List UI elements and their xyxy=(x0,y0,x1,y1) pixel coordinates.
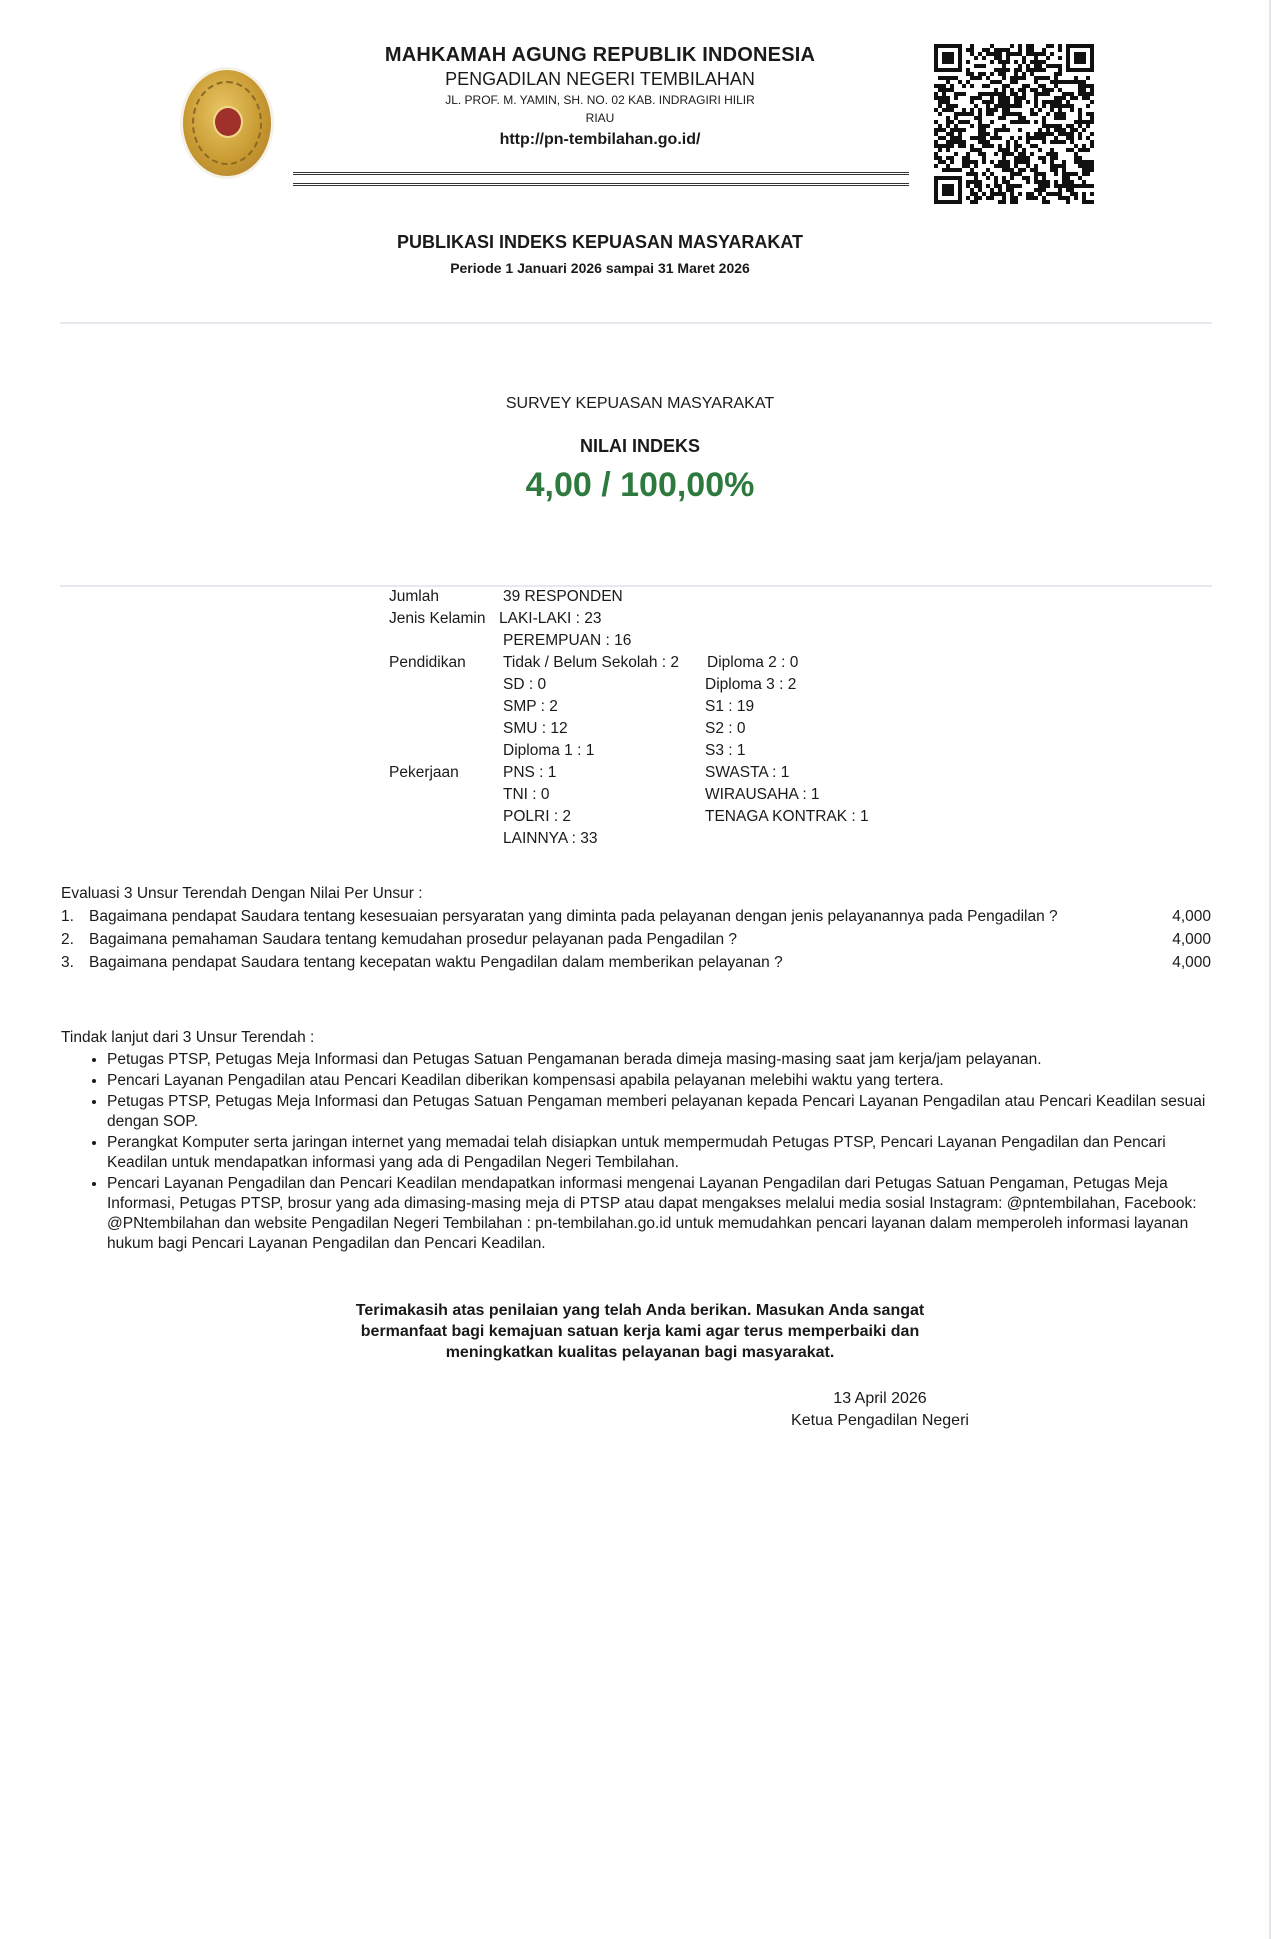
education-item: Diploma 3 : 2 xyxy=(705,676,797,693)
section-divider xyxy=(60,322,1212,324)
section-divider xyxy=(60,585,1212,587)
jumlah-value: 39 RESPONDEN xyxy=(503,588,623,605)
followup-list xyxy=(61,1050,1221,1254)
thank-you-note xyxy=(300,1300,980,1363)
address-line-2: RIAU xyxy=(585,111,615,125)
item-score: 4,000 xyxy=(1172,908,1211,925)
signature-block xyxy=(760,1388,1000,1432)
followup-item: • Pencari Layanan Pengadilan dan Pencari Keadilan mendapatkan informasi mengenai Layanan Pengadilan dari Petugas Satuan Pengaman, Petugas Meja Informasi, Petugas PTSP, brosur yang ada dimasing-masing meja di PTSP atau dapat mengakses melalui media sosial Instagram: @pntembilahan, Facebook: @PNtembilahan dan website Pengadilan Negeri Tembilahan : pn-tembilahan.go.id untuk memudahkan pencari layanan dalam memperoleh informasi layanan hukum bagi Pencari Layanan Pengadilan dan Pencari Keadilan. xyxy=(107,1174,1221,1254)
education-label: Pendidikan xyxy=(389,654,466,671)
education-item: S3 : 1 xyxy=(705,742,746,759)
job-label: Pekerjaan xyxy=(389,764,459,781)
followup-section xyxy=(61,1028,1221,1255)
court-name: MAHKAMAH AGUNG REPUBLIK INDONESIA xyxy=(384,44,816,66)
item-number: 1. xyxy=(61,908,74,925)
website-url: http://pn-tembilahan.go.id/ xyxy=(499,131,701,148)
jumlah-label: Jumlah xyxy=(389,588,439,605)
education-item: SMP : 2 xyxy=(503,698,558,715)
item-text: Bagaimana pemahaman Saudara tentang kemudahan prosedur pelayanan pada Pengadilan ? xyxy=(89,931,738,948)
followup-item: • Pencari Layanan Pengadilan atau Pencari Keadilan diberikan kompensasi apabila pelayanan melebihi waktu yang tertera. xyxy=(107,1071,1221,1091)
followup-item: • Petugas PTSP, Petugas Meja Informasi dan Petugas Satuan Pengamanan berada dimeja masing-masing saat jam kerja/jam pelayanan. xyxy=(107,1050,1221,1070)
thanks-line: meningkatkan kualitas pelayanan bagi masyarakat. xyxy=(445,1344,835,1361)
evaluation-section xyxy=(61,884,1211,976)
education-item: Diploma 1 : 1 xyxy=(503,742,595,759)
signature-date: 13 April 2026 xyxy=(833,1390,927,1407)
female-count: PEREMPUAN : 16 xyxy=(503,632,632,649)
address-line-1: JL. PROF. M. YAMIN, SH. NO. 02 KAB. INDRAGIRI HILIR xyxy=(445,93,755,107)
job-item: POLRI : 2 xyxy=(503,808,572,825)
survey-label: SURVEY KEPUASAN MASYARAKAT xyxy=(505,395,775,412)
branch-name: PENGADILAN NEGERI TEMBILAHAN xyxy=(445,69,755,89)
job-item: SWASTA : 1 xyxy=(705,764,790,781)
publication-period: Periode 1 Januari 2026 sampai 31 Maret 2026 xyxy=(450,260,750,276)
item-score: 4,000 xyxy=(1172,954,1211,971)
item-number: 3. xyxy=(61,954,74,971)
evaluation-item xyxy=(61,953,1211,973)
item-text: Bagaimana pendapat Saudara tentang kecepatan waktu Pengadilan dalam memberikan pelayanan ? xyxy=(89,954,783,971)
letterhead xyxy=(290,44,910,149)
evaluation-title: Evaluasi 3 Unsur Terendah Dengan Nilai Per Unsur : xyxy=(61,885,423,902)
gender-label: Jenis Kelamin xyxy=(389,610,486,627)
education-item: S2 : 0 xyxy=(705,720,746,737)
header-divider xyxy=(293,172,909,186)
job-item: TNI : 0 xyxy=(503,786,550,803)
education-item: SMU : 12 xyxy=(503,720,568,737)
item-score: 4,000 xyxy=(1172,931,1211,948)
male-count: LAKI-LAKI : 23 xyxy=(499,610,602,627)
education-item: Tidak / Belum Sekolah : 2 xyxy=(503,654,680,671)
job-item: PNS : 1 xyxy=(503,764,557,781)
thanks-line: Terimakasih atas penilaian yang telah Anda berikan. Masukan Anda sangat xyxy=(355,1302,925,1319)
followup-item: • Perangkat Komputer serta jaringan internet yang memadai telah disiapkan untuk mempermudah Petugas PTSP, Pencari Layanan Pengadilan dan Pencari Keadilan untuk mendapatkan informasi yang ada di Pengadilan Negeri Tembilahan. xyxy=(107,1133,1221,1173)
item-text: Bagaimana pendapat Saudara tentang kesesuaian persyaratan yang diminta pada pelayanan dengan jenis pelayanannya pada Pengadilan ? xyxy=(89,908,1058,925)
publication-title: PUBLIKASI INDEKS KEPUASAN MASYARAKAT xyxy=(396,232,804,252)
qr-code-icon xyxy=(934,44,1094,204)
job-item: WIRAUSAHA : 1 xyxy=(705,786,820,803)
evaluation-item xyxy=(61,907,1211,927)
court-seal-icon xyxy=(183,70,271,176)
index-label: NILAI INDEKS xyxy=(579,436,700,456)
education-item: S1 : 19 xyxy=(705,698,755,715)
education-item: Diploma 2 : 0 xyxy=(707,654,799,671)
education-item: SD : 0 xyxy=(503,676,547,693)
item-number: 2. xyxy=(61,931,74,948)
followup-item: • Petugas PTSP, Petugas Meja Informasi dan Petugas Satuan Pengaman memberi pelayanan kepada Pencari Layanan Pengadilan atau Pencari Keadilan sesuai dengan SOP. xyxy=(107,1092,1221,1132)
followup-title: Tindak lanjut dari 3 Unsur Terendah : xyxy=(61,1029,315,1046)
job-item: TENAGA KONTRAK : 1 xyxy=(705,808,869,825)
job-item: LAINNYA : 33 xyxy=(503,830,598,847)
signer-title: Ketua Pengadilan Negeri xyxy=(791,1412,969,1429)
index-value: 4,00 / 100,00% xyxy=(525,466,755,504)
thanks-line: bermanfaat bagi kemajuan satuan kerja kami agar terus memperbaiki dan xyxy=(360,1323,920,1340)
evaluation-item xyxy=(61,930,1211,950)
